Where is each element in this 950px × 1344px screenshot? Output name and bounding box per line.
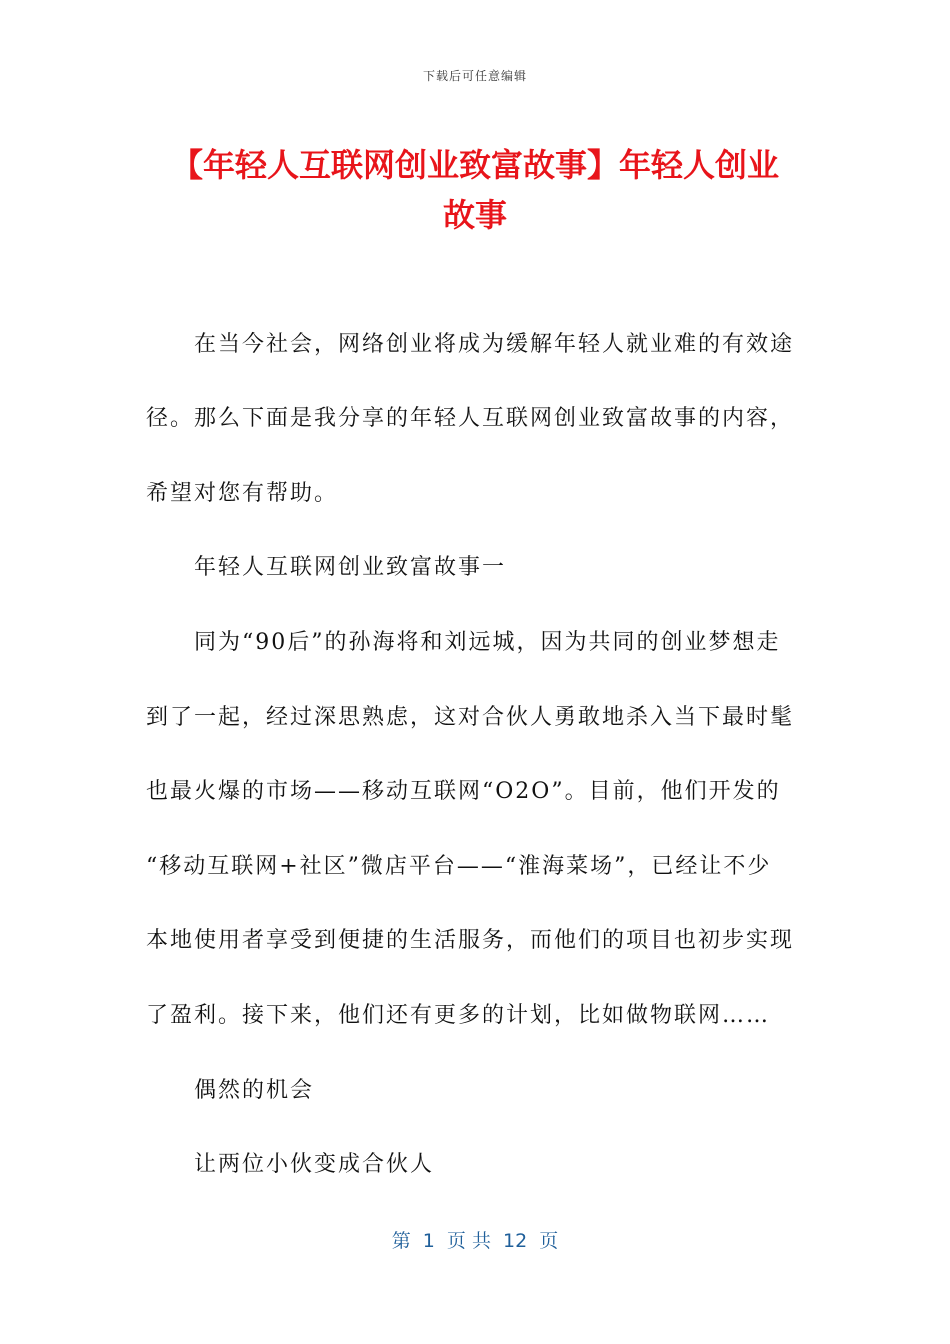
title-line-1: 【年轻人互联网创业致富故事】年轻人创业 [170,146,779,184]
paragraph-line: 同为“90后”的孙海将和刘远城，因为共同的创业梦想走 [194,630,781,655]
page-number-footer: 第 1 页 共 12 页 [391,1230,559,1252]
title-line-2: 故事 [442,196,507,234]
paragraph-line: 本地使用者享受到便捷的生活服务，而他们的项目也初步实现 [146,928,795,953]
paragraph-line: “移动互联网+社区”微店平台——“淮海菜场”，已经让不少 [146,854,772,879]
paragraph-line: 也最火爆的市场——移动互联网“O2O”。目前，他们开发的 [146,779,781,804]
paragraph-line: 在当今社会，网络创业将成为缓解年轻人就业难的有效途 [194,332,795,357]
subheading-line: 让两位小伙变成合伙人 [194,1152,435,1177]
subheading-line: 偶然的机会 [194,1078,315,1103]
paragraph-line: 径。那么下面是我分享的年轻人互联网创业致富故事的内容， [146,406,795,431]
section-heading: 年轻人互联网创业致富故事一 [194,555,507,580]
paragraph-line: 了盈利。接下来，他们还有更多的计划，比如做物联网…… [146,1003,771,1028]
document-title [120,140,830,240]
page-header-note: 下载后可任意编辑 [422,69,527,83]
paragraph-line: 希望对您有帮助。 [146,481,339,506]
paragraph-line: 到了一起，经过深思熟虑，这对合伙人勇敢地杀入当下最时髦 [146,705,795,730]
